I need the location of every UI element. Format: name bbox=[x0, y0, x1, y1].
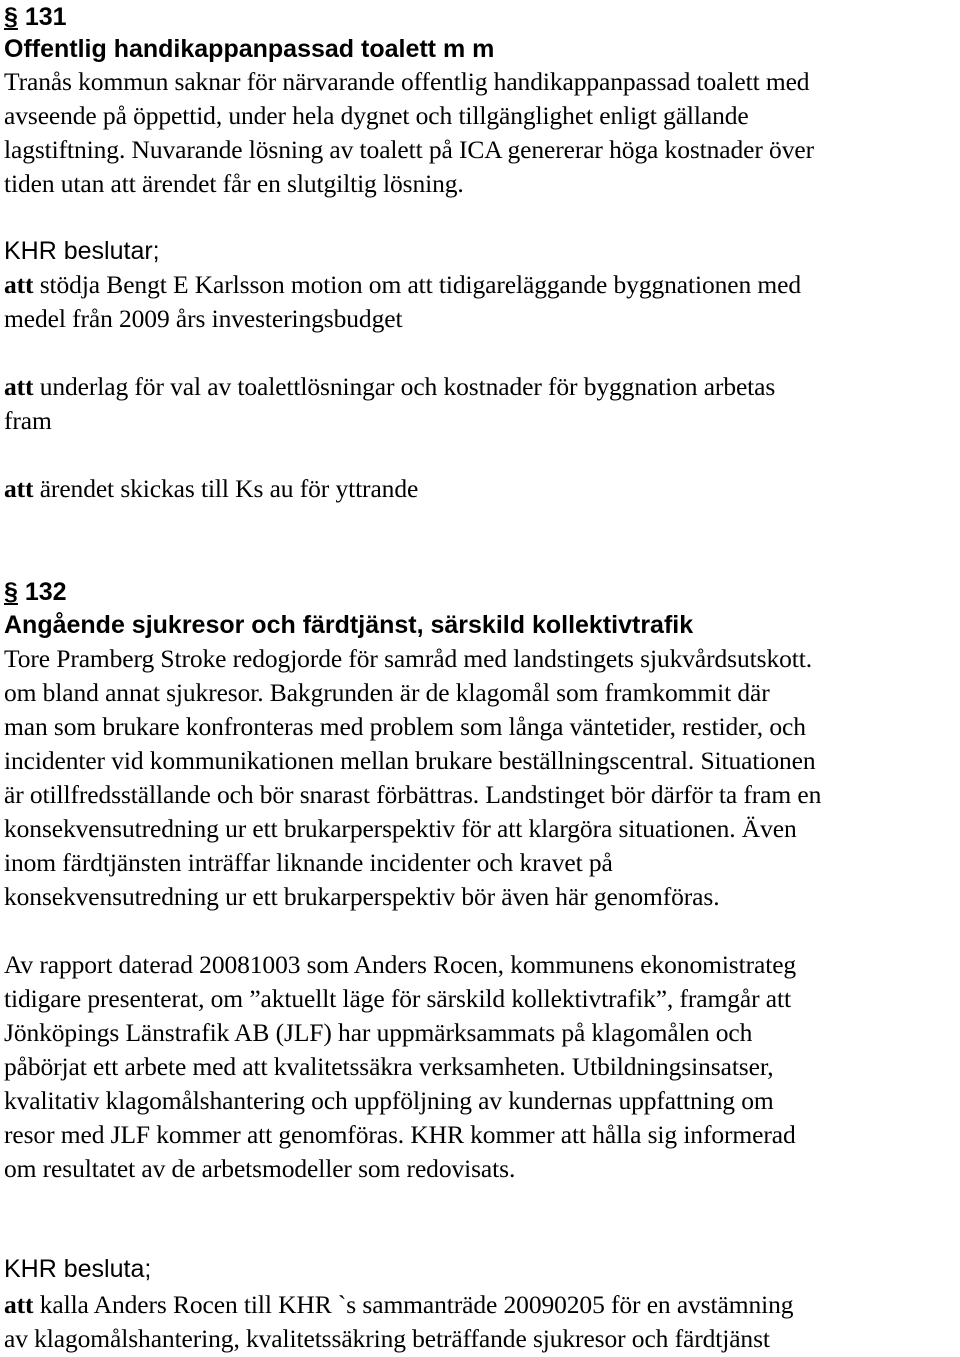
body-line: man som brukare konfronteras med problem som långa väntetider, restider, och bbox=[4, 712, 806, 741]
decision-item bbox=[4, 1288, 793, 1356]
section-131-number bbox=[4, 0, 67, 34]
body-line: avseende på öppettid, under hela dygnet och tillgänglighet enligt gällande bbox=[4, 101, 749, 130]
decision-text: underlag för val av toalettlösningar och kostnader för byggnation arbetas bbox=[33, 372, 776, 401]
body-line: lagstiftning. Nuvarande lösning av toalett på ICA genererar höga kostnader över bbox=[4, 135, 814, 164]
body-line: Av rapport daterad 20081003 som Anders Rocen, kommunens ekonomistrateg bbox=[4, 950, 797, 979]
decision-text: medel från 2009 års investeringsbudget bbox=[4, 304, 403, 333]
decision-lead: att bbox=[4, 270, 34, 299]
section-number: 132 bbox=[24, 578, 67, 606]
body-line: tidigare presenterat, om ”aktuellt läge för särskild kollektivtrafik”, framgår att bbox=[4, 984, 791, 1013]
decision-text: fram bbox=[4, 406, 52, 435]
body-line: tiden utan att ärendet får en slutgiltig lösning. bbox=[4, 169, 464, 198]
body-line: inom färdtjänsten inträffar liknande incidenter och kravet på bbox=[4, 848, 613, 877]
decision-text: kalla Anders Rocen till KHR `s sammanträde 20090205 för en avstämning bbox=[33, 1290, 794, 1319]
decision-item bbox=[4, 472, 418, 506]
section-131-title: Offentlig handikappanpassad toalett m m bbox=[4, 35, 495, 63]
section-132-title: Angående sjukresor och färdtjänst, särskild kollektivtrafik bbox=[4, 611, 694, 639]
section-132-body-2 bbox=[4, 948, 796, 1186]
body-line: är otillfredsställande och bör snarast förbättras. Landstinget bör därför ta fram en bbox=[4, 780, 822, 809]
section-number: 131 bbox=[24, 3, 67, 31]
body-line: konsekvensutredning ur ett brukarperspektiv bör även här genomföras. bbox=[4, 882, 720, 911]
decision-lead: att bbox=[4, 474, 34, 503]
decision-lead: att bbox=[4, 372, 34, 401]
section-132-body bbox=[4, 642, 821, 914]
body-line: kvalitativ klagomålshantering och uppföljning av kundernas uppfattning om bbox=[4, 1086, 774, 1115]
decision-heading: KHR besluta; bbox=[4, 1255, 152, 1283]
decision-item bbox=[4, 370, 775, 438]
body-line: Tore Pramberg Stroke redogjorde för samråd med landstingets sjukvårdsutskott. bbox=[4, 644, 813, 673]
body-line: om resultatet av de arbetsmodeller som redovisats. bbox=[4, 1154, 516, 1183]
body-line: Jönköpings Länstrafik AB (JLF) har uppmärksammats på klagomålen och bbox=[4, 1018, 753, 1047]
decision-text: stödja Bengt E Karlsson motion om att tidigareläggande byggnationen med bbox=[33, 270, 801, 299]
body-line: Tranås kommun saknar för närvarande offentlig handikappanpassad toalett med bbox=[4, 67, 810, 96]
section-132-number bbox=[4, 575, 67, 609]
decision-text: av klagomålshantering, kvalitetssäkring beträffande sjukresor och färdtjänst bbox=[4, 1324, 770, 1353]
paragraph-symbol: § bbox=[4, 578, 18, 606]
body-line: konsekvensutredning ur ett brukarperspektiv för att klargöra situationen. Även bbox=[4, 814, 797, 843]
section-131-body bbox=[4, 65, 814, 201]
decision-lead: att bbox=[4, 1290, 34, 1319]
decision-heading: KHR beslutar; bbox=[4, 237, 160, 265]
paragraph-symbol: § bbox=[4, 3, 18, 31]
decision-item bbox=[4, 268, 801, 336]
decision-text: ärendet skickas till Ks au för yttrande bbox=[33, 474, 419, 503]
body-line: påbörjat ett arbete med att kvalitetssäkra verksamheten. Utbildningsinsatser, bbox=[4, 1052, 774, 1081]
body-line: om bland annat sjukresor. Bakgrunden är de klagomål som framkommit där bbox=[4, 678, 770, 707]
body-line: resor med JLF kommer att genomföras. KHR kommer att hålla sig informerad bbox=[4, 1120, 796, 1149]
body-line: incidenter vid kommunikationen mellan brukare beställningscentral. Situationen bbox=[4, 746, 816, 775]
